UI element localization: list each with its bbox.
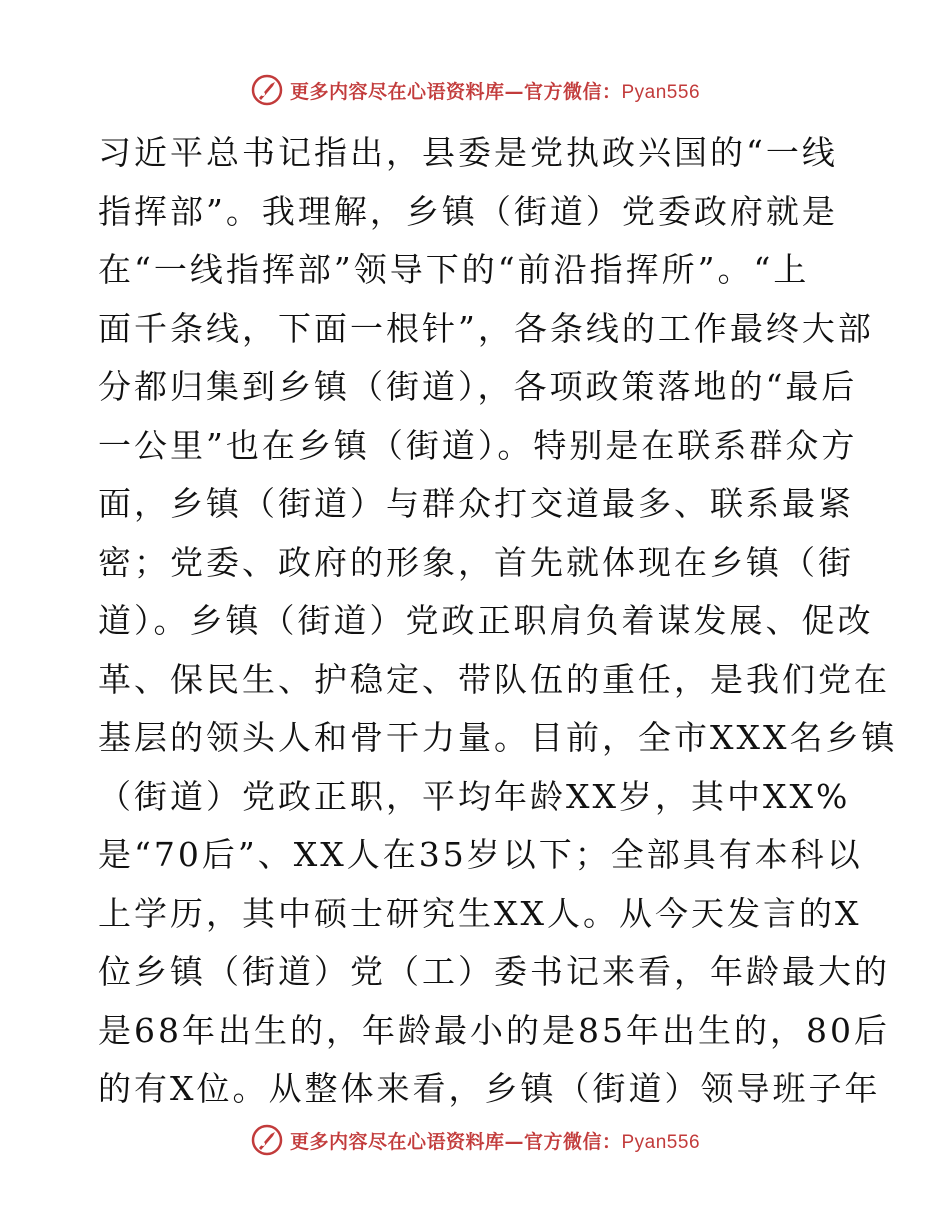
watermark-account: Pyan556 [621, 81, 701, 103]
text-line: 面，乡镇（街道）与群众打交道最多、联系最紧 [98, 484, 854, 523]
text-line: 的有X位。从整体来看，乡镇（街道）领导班子年 [98, 1069, 881, 1108]
text-line: 是68年出生的，年龄最小的是85年出生的，80后 [98, 1010, 890, 1050]
footer-watermark [0, 1120, 950, 1160]
text-line: 上学历，其中硕士研究生XX人。从今天发言的X [98, 893, 862, 933]
text-line: 分都归集到乡镇（街道），各项政策落地的“最后 [98, 367, 858, 406]
text-line: 基层的领头人和骨干力量。目前，全市XXX名乡镇 [98, 718, 898, 757]
header-watermark [0, 70, 950, 110]
text-line: 密；党委、政府的形象，首先就体现在乡镇（街 [98, 542, 854, 582]
watermark-account: Pyan556 [621, 1131, 701, 1153]
document-body [98, 124, 898, 1119]
watermark-text: 更多内容尽在心语资料库—官方微信：Pyan556 [289, 80, 701, 103]
text-line: 一公里”也在乡镇（街道）。特别是在联系群众方 [98, 425, 858, 465]
text-line: （街道）党政正职，平均年龄XX岁，其中XX% [98, 776, 851, 816]
text-line: 习近平总书记指出，县委是党执政兴国的“一线 [98, 133, 838, 172]
watermark-text: 更多内容尽在心语资料库—官方微信：Pyan556 [289, 1130, 701, 1153]
text-line: 是“70后”、XX人在35岁以下；全部具有本科以 [98, 835, 863, 874]
text-line: 面千条线，下面一根针”，各条线的工作最终大部 [98, 308, 874, 348]
text-line: 在“一线指挥部”领导下的“前沿指挥所”。“上 [98, 250, 810, 289]
pen-nib-circle-icon [250, 73, 284, 107]
text-line: 位乡镇（街道）党（工）委书记来看，年龄最大的 [98, 952, 890, 991]
text-line: 指挥部”。我理解，乡镇（街道）党委政府就是 [98, 191, 838, 231]
text-line: 革、保民生、护稳定、带队伍的重任，是我们党在 [98, 659, 890, 699]
pen-nib-circle-icon [250, 1123, 284, 1157]
text-line: 道）。乡镇（街道）党政正职肩负着谋发展、促改 [98, 601, 874, 640]
